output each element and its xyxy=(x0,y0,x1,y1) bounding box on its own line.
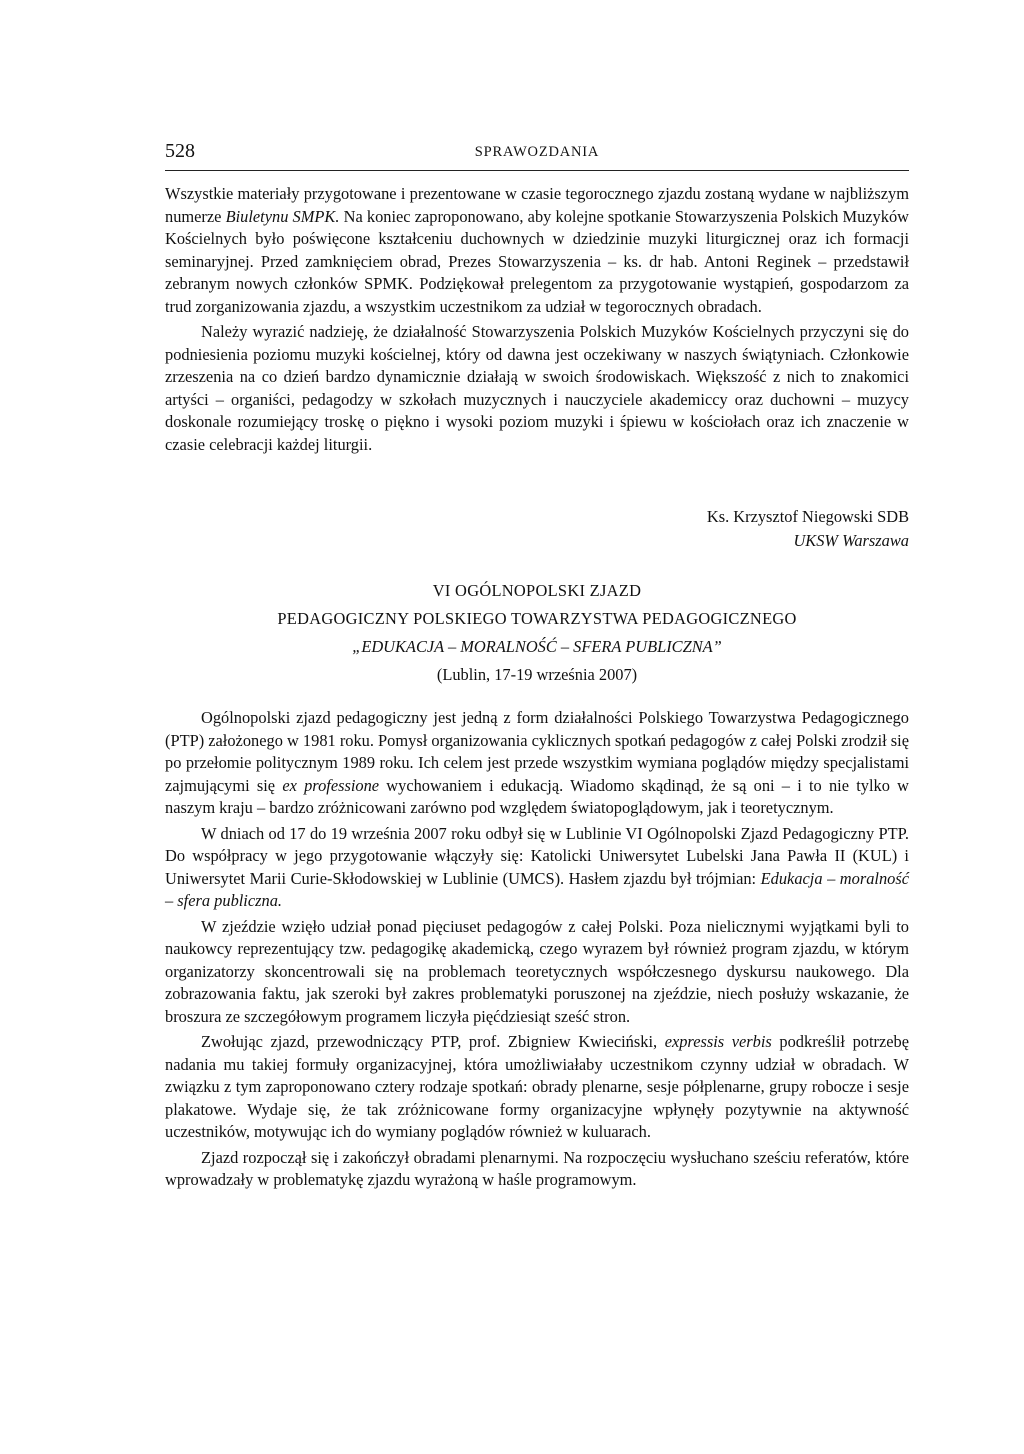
running-head: SPRAWOZDANIA xyxy=(474,144,600,160)
report-two-paragraph-3: W zjeździe wzięło udział ponad pięciuset pedagogów z całej Polski. Poza nielicznymi wyjątkami byli to naukowcy reprezentujący tzw. pedagogikę akademicką, czego wyrazem był również program zjazdu, w którym organizatorzy skoncentrowali się na problemach teoretycznych współczesnego dyskursu naukowego. Dla zobrazowania faktu, jak szeroki był zakres problematyki poruszonej na zjeździe, niech posłuży wskazanie, że broszura ze szczegółowym programem liczyła pięćdziesiąt sześć stron. xyxy=(165,916,909,1026)
text-run: Wszystkie materiały przygotowane i prezentowane w czasie tegorocznego zjazdu zostaną wydane w najbliższym numerze xyxy=(165,184,909,226)
author-affiliation: UKSW Warszawa xyxy=(793,531,909,550)
text-run: W dniach od 17 do 19 września 2007 roku odbył się w Lublinie VI Ogólnopolski Zjazd Pedagogiczny PTP. Do współpracy w jego przygotowanie włączyły się: Katolicki Uniwersytet Lubelski Jana Pawła II (KUL) i Uniwersytet Marii Curie-Skłodowskiej w Lublinie (UMCS). Hasłem zjazdu był trójmian: xyxy=(165,823,909,888)
text-run: Na koniec zaproponowano, aby kolejne spotkanie Stowarzyszenia Polskich Muzyków Kościelnych było poświęcone kształceniu duchownych w dziedzinie muzyki liturgicznej oraz ich formacji seminaryjnej. Przed zamknięciem obrad, Prezes Stowarzyszenia – ks. dr hab. Antoni Reginek – przedstawił zebranym nowych członków SPMK. Podziękował prelegentom za przygotowanie wystąpień, gospodarzom za trud zorganizowania zjazdu, a wszystkim uczestnikom za udział w tegorocznych obradach. xyxy=(165,206,909,316)
report-two-paragraph-4 xyxy=(165,1031,909,1144)
text-run: Zwołując zjazd, przewodniczący PTP, prof. Zbigniew Kwieciński, xyxy=(201,1032,665,1051)
italic-phrase: ex professione xyxy=(282,775,380,795)
report-two-paragraph-5: Zjazd rozpoczął się i zakończył obradami plenarnymi. Na rozpoczęciu wysłuchano sześciu referatów, które wprowadzały w problematykę zjazdu wyrażoną w haśle programowym. xyxy=(165,1147,909,1189)
text-run: Ogólnopolski zjazd pedagogiczny jest jedną z form działalności Polskiego Towarzystwa Pedagogicznego (PTP) założonego w 1981 roku. Pomysł organizowania cyklicznych spotkań pedagogów z całej Polski zrodził się po przełomie politycznym 1989 roku. Ich celem jest przede wszystkim wymiana poglądów między specjalistami zajmującymi się xyxy=(165,708,909,795)
journal-title: Biuletynu SMPK. xyxy=(225,206,340,226)
report-title-line-1: VI OGÓLNOPOLSKI ZJAZD xyxy=(432,581,642,600)
report-one-body xyxy=(165,183,909,459)
report-two-body xyxy=(165,707,909,1195)
italic-phrase: expressis verbis xyxy=(664,1032,772,1051)
page-number: 528 xyxy=(165,140,195,162)
author-name: Ks. Krzysztof Niegowski SDB xyxy=(706,507,909,526)
report-date: (Lublin, 17-19 września 2007) xyxy=(436,665,638,684)
signature-block xyxy=(707,505,909,553)
report-one-paragraph-1 xyxy=(165,183,909,318)
text-run: wychowaniem i edukacją. Wiadomo skądinąd, że są oni – i to nie tylko w naszym kraju – bardzo zróżnicowani zarówno pod względem światopoglądowym, jak i teoretycznym. xyxy=(165,775,909,817)
text-run: podkreślił potrzebę nadania mu takiej formuły organizacyjnej, która umożliwiałaby uczestnikom czynny udział w obradach. W związku z tym zaproponowano cztery rodzaje spotkań: obrady plenarne, sesje półplenarne, grupy robocze i sesje plakatowe. Wydaje się, że tak zróżnicowane formy organizacyjne wpłynęły pozytywnie na aktywność uczestników, motywując ich do wymiany poglądów również w kuluarach. xyxy=(165,1032,909,1141)
report-two-title-block xyxy=(165,577,909,689)
report-one-paragraph-2: Należy wyrazić nadzieję, że działalność Stowarzyszenia Polskich Muzyków Kościelnych przyczyni się do podniesienia poziomu muzyki kościelnej, który od dawna jest oczekiwany w naszych świątyniach. Członkowie zrzeszenia na co dzień bardzo dynamicznie działają w swoich środowiskach. Większość z nich to znakomici artyści – organiści, pedagodzy w szkołach muzycznych i nauczyciele akademiccy oraz duchowni – muzycy doskonale rozumiejący troskę o piękno i wysoki poziom muzyki i śpiewu w kościołach oraz ich znaczenie w czasie celebracji każdej liturgii. xyxy=(165,322,909,454)
report-two-paragraph-1 xyxy=(165,707,909,820)
report-subtitle: „EDUKACJA – MORALNOŚĆ – SFERA PUBLICZNA” xyxy=(352,637,722,656)
report-title-line-2: PEDAGOGICZNY POLSKIEGO TOWARZYSTWA PEDAGOGICZNEGO xyxy=(277,609,797,628)
report-two-paragraph-2 xyxy=(165,823,909,913)
italic-phrase: Edukacja – moralność – sfera publiczna. xyxy=(165,868,909,910)
page-header xyxy=(165,140,909,171)
